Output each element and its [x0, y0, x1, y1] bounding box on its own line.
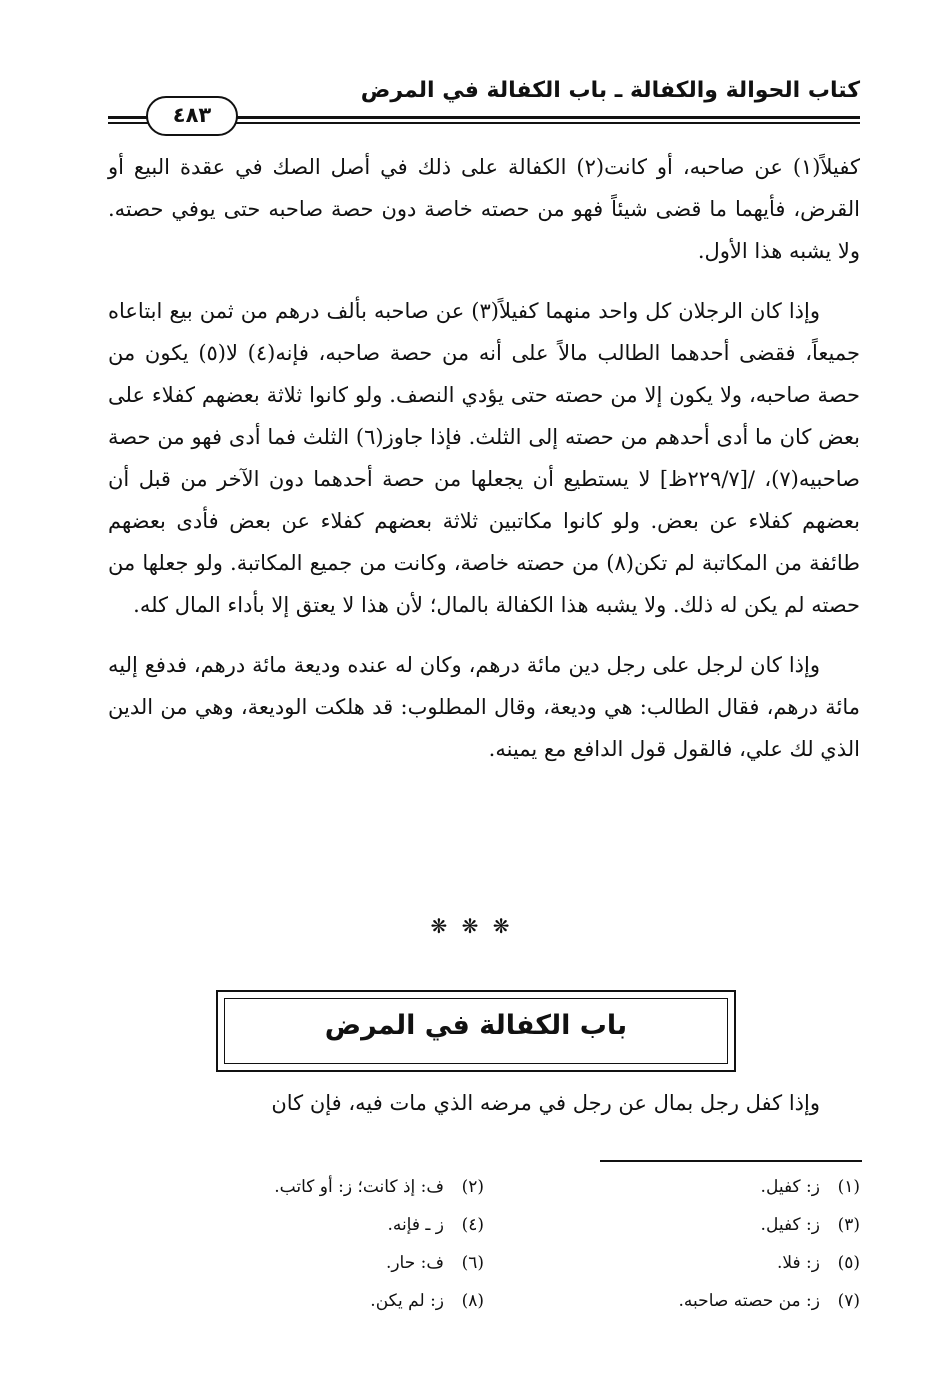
body-text: [108, 146, 860, 770]
footnote: (٨)ز: لم يكن.: [370, 1291, 484, 1311]
footnote: (٢)ف: إذ كانت؛ ز: أو كاتب.: [274, 1177, 484, 1197]
footnote-separator-rule: [600, 1160, 862, 1162]
paragraph: وإذا كان الرجلان كل واحد منهما كفيلاً(٣) عن صاحبه بألف درهم من ثمن بيع ابتاعاه جميعاً، فقضى أحدهما الطالب مالاً على أنه من حصة صاحبه، فإنه(٤) لا(٥) يكون من حصة صاحبه، ولا يكون إلا من حصته حتى يؤدي النصف. ولو كانوا ثلاثة بعضهم كفلاء على بعض كان ما أدى أحدهم من حصته إلى الثلث. فإذا جاوز(٦) الثلث فما أدى فهو من حصة صاحبيه(٧)، /[٢٢٩/٧ظ] لا يستطيع أن يجعلها من حصة أحدهما دون الآخر من قبل أن بعضهم كفلاء عن بعض. ولو كانوا مكاتبين ثلاثة بعضهم كفلاء عن بعض فأدى بعضهم طائفة من المكاتبة لم تكن(٨) من حصته خاصة، وكانت من جميع المكاتبة. ولو جعلها من حصته لم يكن له ذلك. ولا يشبه هذا الكفالة بالمال؛ لأن هذا لا يعتق إلا بأداء المال كله.: [108, 299, 861, 617]
chapter-opening-paragraph: وإذا كفل رجل بمال عن رجل في مرضه الذي مات فيه، فإن كان: [271, 1091, 820, 1115]
chapter-heading-frame: [216, 990, 736, 1072]
footnote: (٧)ز: من حصته صاحبه.: [678, 1291, 860, 1311]
footnote: (٤)ز ـ فإنه.: [387, 1215, 484, 1235]
paragraph: كفيلاً(١) عن صاحبه، أو كانت(٢) الكفالة على ذلك في أصل الصك في عقدة البيع أو القرض، فأيهما ما قضى شيئاً فهو من حصته خاصة دون حصة صاحبه حتى يوفي حصته. ولا يشبه هذا الأول.: [108, 155, 860, 263]
section-separator: ❋ ❋ ❋: [430, 914, 514, 938]
footnote: (٥)ز: فلا.: [776, 1253, 860, 1273]
page-header: [108, 72, 860, 132]
paragraph: وإذا كان لرجل على رجل دين مائة درهم، وكان له عنده وديعة مائة درهم، فدفع إليه مائة درهم، فقال الطالب: هي وديعة، وقال المطلوب: قد هلكت الوديعة، وهي من الدين الذي لك علي، فالقول قول الدافع مع يمينه.: [108, 653, 860, 761]
footnote: (٣)ز: كفيل.: [760, 1215, 860, 1235]
running-title: كتاب الحوالة والكفالة ـ باب الكفالة في المرض: [360, 78, 860, 103]
footnote: (٦)ف: حار.: [385, 1253, 484, 1273]
page-number: ٤٨٣: [146, 96, 238, 136]
chapter-title: باب الكفالة في المرض: [324, 1010, 628, 1041]
footnote: (١)ز: كفيل.: [760, 1177, 860, 1197]
chapter-body: [108, 1082, 860, 1124]
footnotes: [108, 1172, 860, 1316]
